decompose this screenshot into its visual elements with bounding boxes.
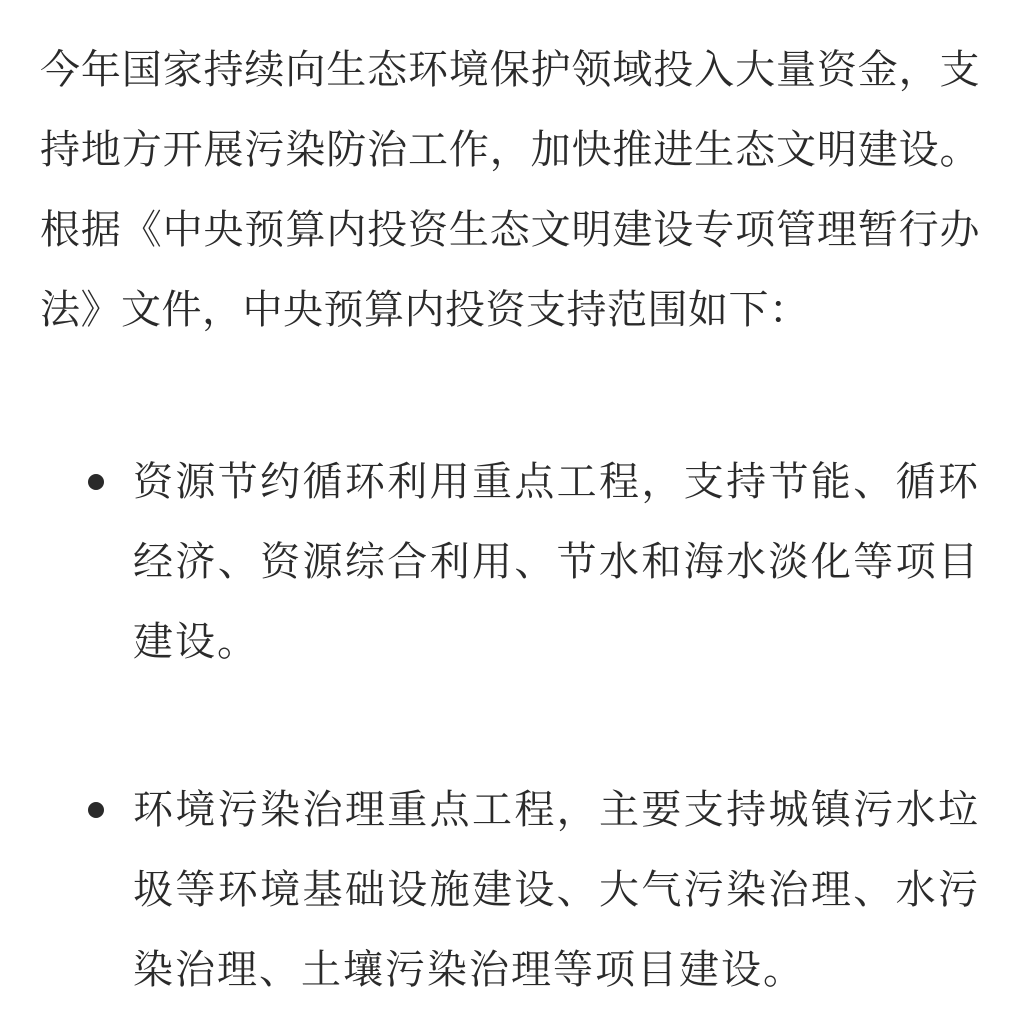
list-item-text: 环境污染治理重点工程，主要支持城镇污水垃圾等环境基础设施建设、大气污染治理、水污染治理、土壤污染治理等项目建设。 — [133, 787, 980, 993]
support-scope-list — [40, 442, 980, 1010]
list-item — [40, 442, 980, 682]
article-body — [40, 30, 980, 1010]
list-item-text: 资源节约循环利用重点工程，支持节能、循环经济、资源综合利用、节水和海水淡化等项目建设。 — [133, 459, 980, 665]
bullet-icon — [88, 802, 104, 818]
list-item — [40, 770, 980, 1010]
intro-paragraph: 今年国家持续向生态环境保护领域投入大量资金，支持地方开展污染防治工作，加快推进生态文明建设。根据《中央预算内投资生态文明建设专项管理暂行办法》文件，中央预算内投资支持范围如下： — [40, 47, 980, 333]
bullet-icon — [88, 474, 104, 490]
